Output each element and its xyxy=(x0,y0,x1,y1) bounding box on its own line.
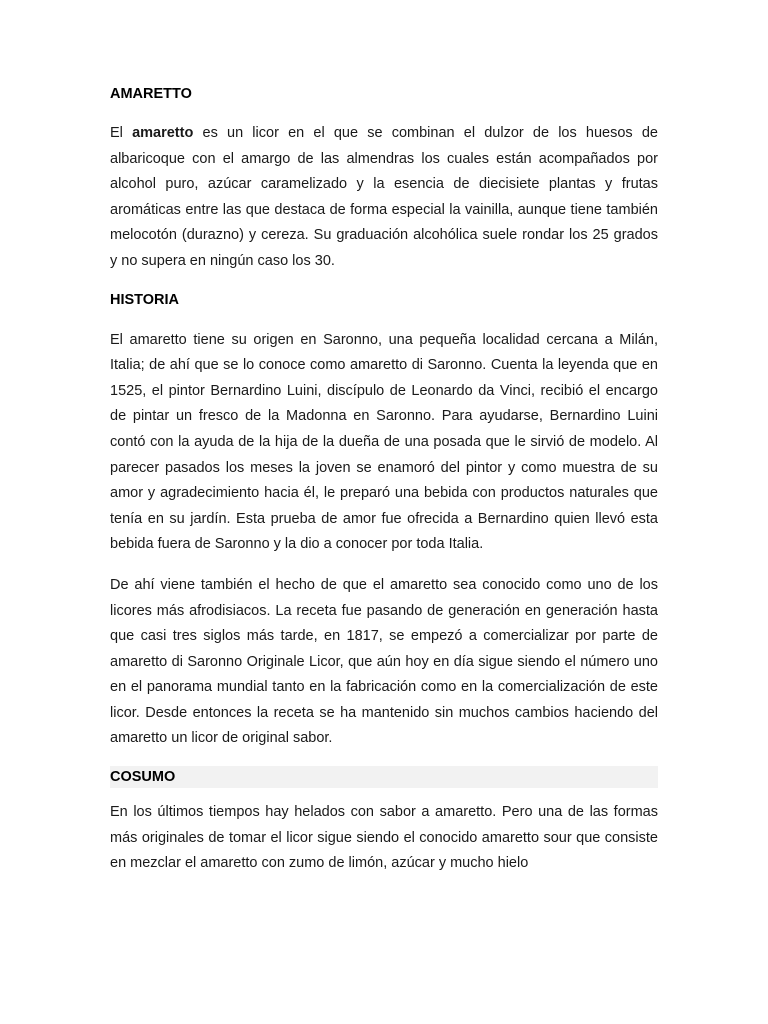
intro-bold-term: amaretto xyxy=(132,125,194,141)
document-page xyxy=(110,83,658,877)
historia-paragraph-1: El amaretto tiene su origen en Saronno, una pequeña localidad cercana a Milán, Italia; de ahí que se lo conoce como amaretto di Saronno. Cuenta la leyenda que en 1525, el pintor Bernardino Luini, discípulo de Leonardo da Vinci, recibió el encargo de pintar un fresco de la Madonna en Saronno. Para ayudarse, Bernardino Luini contó con la ayuda de la hija de la dueña de una posada que le sirvió de modelo. Al parecer pasados los meses la joven se enamoró del pintor y como muestra de su amor y agradecimiento hacia él, le preparó una bebida con productos naturales que tenía en su jardín. Esta prueba de amor fue ofrecida a Bernardino quien llevó esta bebida fuera de Saronno y la dio a conocer por toda Italia. xyxy=(110,331,658,553)
section-heading-amaretto: AMARETTO xyxy=(110,86,192,102)
intro-paragraph xyxy=(110,121,658,275)
section-heading-cosumo: COSUMO xyxy=(110,766,658,788)
intro-lead-text: El xyxy=(110,125,133,141)
historia-paragraph-2: De ahí viene también el hecho de que el amaretto sea conocido como uno de los licores más afrodisiacos. La receta fue pasando de generación en generación hasta que casi tres siglos más tarde, en 1817, se empezó a comercializar por parte de amaretto di Saronno Originale Licor, que aún hoy en día sigue siendo el número uno en el panorama mundial tanto en la fabricación como en la comercialización de este licor. Desde entonces la receta se ha mantenido sin muchos cambios haciendo del amaretto un licor de original sabor. xyxy=(110,576,658,747)
section-heading-historia: HISTORIA xyxy=(110,291,180,308)
intro-rest-text: es un licor en el que se combinan el dulzor de los huesos de albaricoque con el amargo de las almendras los cuales están acompañados por alcohol puro, azúcar caramelizado y la esencia de diecisiete plantas y frutas aromáticas entre las que destaca de forma especial la vainilla, aunque tiene también melocotón (durazno) y cereza. Su graduación alcohólica suele rondar los 25 grados y no supera en ningún caso los 30. xyxy=(110,125,658,269)
cosumo-paragraph-1: En los últimos tiempos hay helados con sabor a amaretto. Pero una de las formas más originales de tomar el licor sigue siendo el conocido amaretto sour que consiste en mezclar el amaretto con zumo de limón, azúcar y mucho hielo xyxy=(110,804,658,872)
